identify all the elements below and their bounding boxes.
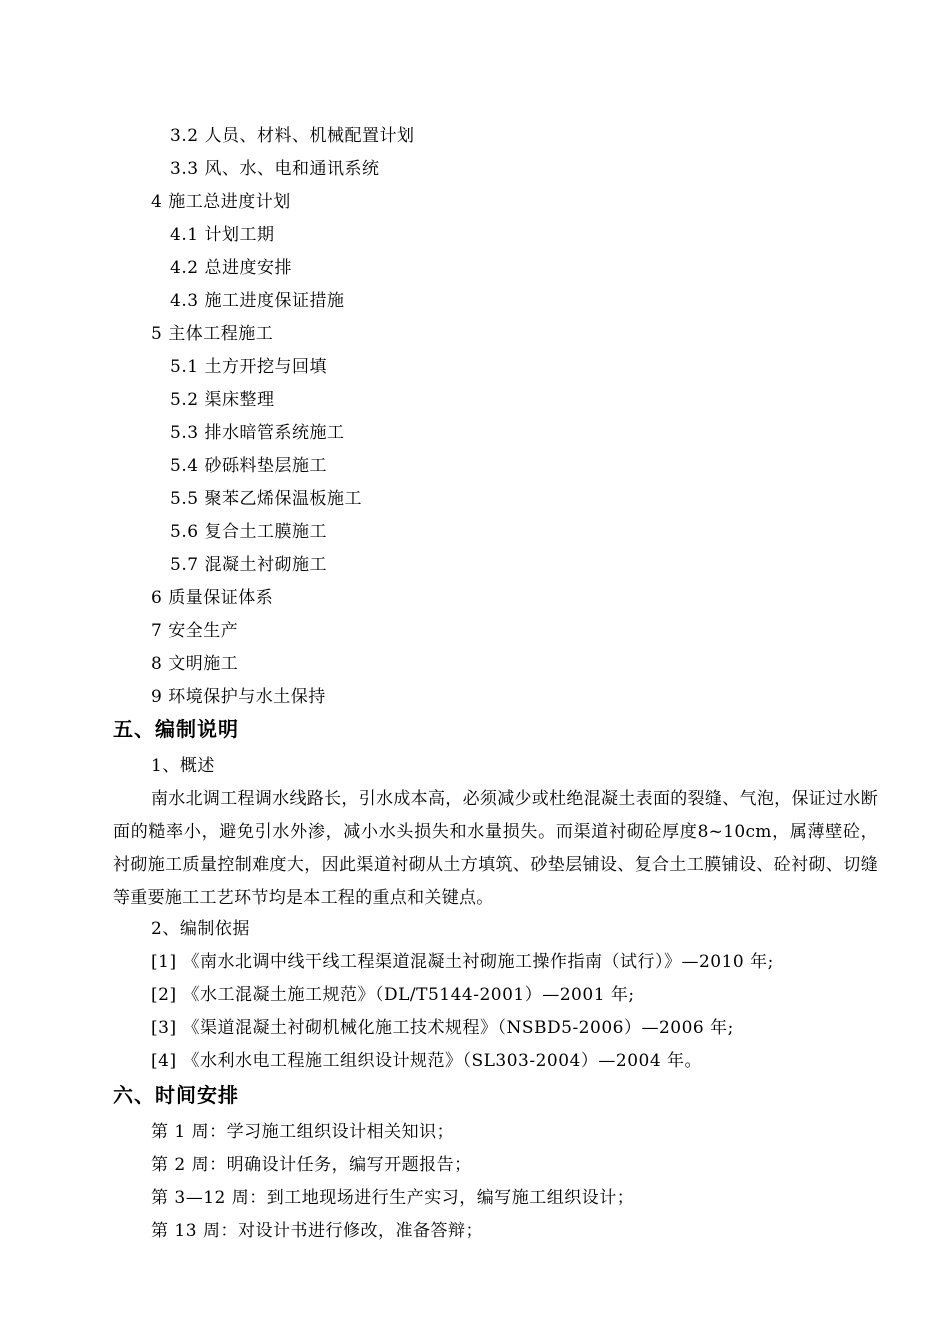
toc-item: 4.2 总进度安排 bbox=[170, 258, 292, 278]
reference-item: [4] 《水利水电工程施工组织设计规范》（SL303-2004）—2004 年。 bbox=[151, 1051, 703, 1071]
schedule-item: 第 3—12 周：到工地现场进行生产实习，编写施工组织设计； bbox=[151, 1188, 635, 1208]
reference-item: [1] 《南水北调中线干线工程渠道混凝土衬砌施工操作指南（试行）》—2010 年; bbox=[151, 952, 774, 972]
toc-item: 9 环境保护与水土保持 bbox=[151, 687, 326, 707]
toc-item: 5.2 渠床整理 bbox=[170, 390, 275, 410]
toc-item: 5 主体工程施工 bbox=[151, 324, 274, 344]
schedule-item: 第 1 周：学习施工组织设计相关知识； bbox=[151, 1122, 455, 1142]
toc-item: 3.2 人员、材料、机械配置计划 bbox=[170, 126, 415, 146]
toc-item: 8 文明施工 bbox=[151, 654, 239, 674]
toc-item: 4 施工总进度计划 bbox=[151, 192, 291, 212]
schedule-item: 第 13 周：对设计书进行修改，准备答辩； bbox=[151, 1221, 483, 1241]
toc-item: 5.3 排水暗管系统施工 bbox=[170, 423, 345, 443]
toc-item: 5.4 砂砾料垫层施工 bbox=[170, 456, 327, 476]
toc-item: 3.3 风、水、电和通讯系统 bbox=[170, 159, 380, 179]
toc-item: 4.3 施工进度保证措施 bbox=[170, 291, 345, 311]
toc-item: 5.7 混凝土衬砌施工 bbox=[170, 555, 327, 575]
toc-item: 5.5 聚苯乙烯保温板施工 bbox=[170, 489, 362, 509]
section-heading: 六、时间安排 bbox=[113, 1083, 239, 1107]
schedule-item: 第 2 周：明确设计任务，编写开题报告； bbox=[151, 1155, 472, 1175]
overview-paragraph: 南水北调工程调水线路长，引水成本高，必须减少或杜绝混凝土表面的裂缝、气泡，保证过水断面的糙率小，避免引水外渗，减小水头损失和水量损失。而渠道衬砌砼厚度8~10cm，属薄壁砼，衬砌施工质量控制难度大，因此渠道衬砌从土方填筑、砂垫层铺设、复合土工膜铺设、砼衬砌、切缝等重要施工工艺环节均是本工程的重点和关键点。 bbox=[113, 789, 878, 908]
toc-item: 5.1 土方开挖与回填 bbox=[170, 357, 327, 377]
section-heading: 五、编制说明 bbox=[113, 717, 239, 741]
subsection-title: 1、概述 bbox=[151, 756, 215, 776]
subsection-title: 2、编制依据 bbox=[151, 919, 250, 939]
toc-item: 5.6 复合土工膜施工 bbox=[170, 522, 327, 542]
reference-item: [3] 《渠道混凝土衬砌机械化施工技术规程》（NSBD5-2006）—2006 年; bbox=[151, 1018, 734, 1038]
toc-item: 7 安全生产 bbox=[151, 621, 239, 641]
toc-item: 6 质量保证体系 bbox=[151, 588, 274, 608]
reference-item: [2] 《水工混凝土施工规范》（DL/T5144-2001）—2001 年; bbox=[151, 985, 635, 1005]
toc-item: 4.1 计划工期 bbox=[170, 225, 275, 245]
